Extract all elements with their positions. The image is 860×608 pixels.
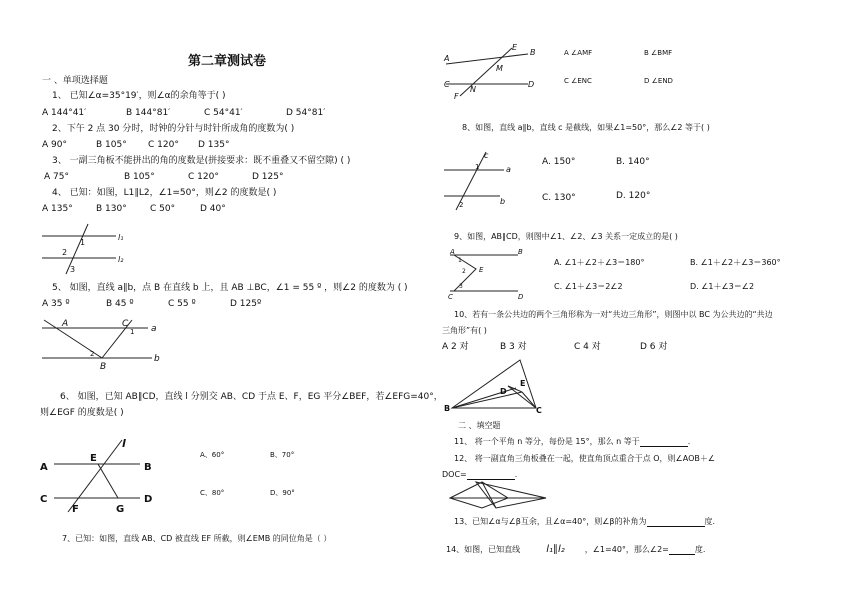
q11-end: . (687, 437, 691, 446)
question-13 (454, 516, 715, 527)
q6-label-G: G (116, 504, 125, 515)
q14-answer-blank[interactable] (669, 545, 695, 555)
q7-option-c: C ∠ENC (564, 77, 592, 85)
q11-answer-blank[interactable] (640, 437, 688, 447)
q4-parallel-lines-figure (40, 222, 140, 278)
q9-label-1: 1 (458, 257, 462, 264)
q5-label-a: a (151, 324, 157, 334)
q6-label-E: E (90, 453, 97, 464)
q9-label-D: D (518, 293, 524, 301)
q13-text: 13、已知∠α与∠β互余，且∠α=40°，则∠β的补角为 (454, 517, 647, 526)
q4-option-b: B 130° (96, 204, 127, 214)
q6-label-F: F (72, 504, 79, 515)
q8-label-1: 1 (475, 163, 480, 171)
q9-figure (446, 247, 526, 301)
q8-option-a: A. 150° (542, 157, 576, 167)
q6-label-B: B (144, 462, 152, 473)
q3-option-a: A 75° (44, 172, 69, 182)
q5-option-a: A 35 º (42, 299, 70, 309)
q3-option-b: B 105° (124, 172, 155, 182)
q3-option-c: C 120° (188, 172, 219, 182)
q2-option-c: C 120° (148, 140, 179, 150)
question-10-stem-line2: 三角形”有( ) (442, 326, 487, 335)
q4-option-c: C 50° (150, 204, 176, 214)
q9-option-d: D. ∠1＋∠3＝∠2 (690, 282, 755, 291)
question-14 (446, 544, 705, 555)
q10-label-B: B (444, 404, 451, 413)
q7-label-F: F (454, 92, 459, 101)
q7-option-d: D ∠END (644, 77, 673, 85)
q1-option-b: B 144°81′ (126, 108, 171, 118)
section-heading-fill: 二 、填空题 (458, 421, 501, 430)
q4-label-2: 2 (62, 248, 68, 257)
q5-option-d: D 125º (230, 299, 262, 309)
q12-end: . (514, 470, 518, 479)
q4-label-3: 3 (70, 265, 76, 274)
q4-option-a: A 135° (42, 204, 73, 214)
q9-label-B: B (518, 248, 523, 256)
question-10-stem-line1: 10、若有一条公共边的两个三角形称为一对“共边三角形”，则图中以 BC 为公共边的“共边 (454, 310, 773, 319)
question-11 (454, 436, 690, 447)
q5-label-2: 2 (90, 350, 95, 358)
q9-label-2: 2 (462, 268, 466, 275)
q8-label-c: c (484, 151, 489, 160)
q4-label-l2: l₂ (118, 255, 124, 264)
page-title: 第二章测试卷 (188, 54, 267, 69)
q9-label-3: 3 (459, 283, 463, 290)
q8-label-2: 2 (459, 201, 464, 209)
q1-option-a: A 144°41′ (42, 108, 87, 118)
q9-option-b: B. ∠1＋∠2＋∠3＝360° (690, 258, 781, 267)
q10-triangle-figure (444, 356, 544, 416)
question-6-stem-line2: 则∠EGF 的度数是( ) (40, 408, 124, 418)
q12-triangles-figure (446, 478, 556, 514)
q9-option-a: A. ∠1＋∠2＋∠3＝180° (554, 258, 645, 267)
q14-end: 度. (694, 545, 706, 554)
question-7-stem: 7、已知：如图，直线 AB、CD 被直线 EF 所截，则∠EMB 的同位角是（ ） (62, 534, 332, 543)
question-6-stem-line1: 6、 如图，已知 AB∥CD，直线 l 分别交 AB、CD 于点 E、F，EG 平分∠BEF，若∠EFG=40°， (60, 392, 443, 402)
q6-label-A: A (40, 462, 48, 473)
q10-label-D: D (500, 387, 507, 396)
q7-label-B: B (530, 48, 536, 57)
q10-option-b: B 3 对 (500, 342, 527, 352)
q10-option-d: D 6 对 (640, 342, 668, 352)
q5-label-1: 1 (130, 328, 135, 336)
q9-option-c: C. ∠1＋∠3＝2∠2 (554, 282, 623, 291)
q8-figure (440, 148, 520, 212)
q8-option-c: C. 130° (542, 193, 576, 203)
q8-option-b: B. 140° (616, 157, 650, 167)
q7-label-C: C (444, 80, 450, 89)
q9-label-C: C (448, 293, 453, 301)
q6-option-c: C、80° (200, 489, 225, 497)
q6-label-C: C (40, 494, 48, 505)
question-12-line1: 12、 将一副直角三角板叠在一起，使直角顶点重合于点 O，则∠AOB＋∠ (454, 454, 716, 463)
question-4-stem: 4、 已知：如图，L1∥L2，∠1=50°，则∠2 的度数是( ) (52, 188, 277, 198)
question-9-stem: 9、如图，AB∥CD，则图中∠1、∠2、∠3 关系一定成立的是( ) (454, 232, 678, 241)
question-8-stem: 8、如图，直线 a∥b，直线 c 是截线，如果∠1=50°，那么∠2 等于( ) (462, 123, 710, 132)
q13-answer-blank[interactable] (647, 517, 705, 527)
q2-option-a: A 90° (42, 140, 67, 150)
q6-option-d: D、90° (270, 489, 295, 497)
section-heading-choice: 一 、单项选择题 (42, 76, 108, 86)
q14-parallel-symbol: l₁∥l₂ (546, 544, 565, 555)
q5-figure (40, 314, 164, 372)
q8-label-b: b (500, 197, 506, 206)
q6-option-a: A、60° (200, 451, 225, 459)
question-2-stem: 2、下午 2 点 30 分时，时钟的分针与时针所成角的度数为( ) (52, 124, 295, 134)
q5-option-c: C 55 º (168, 299, 196, 309)
q13-end: 度. (704, 517, 716, 526)
q1-option-c: C 54°41′ (204, 108, 243, 118)
q8-option-d: D. 120° (616, 191, 651, 201)
q3-option-d: D 125° (252, 172, 284, 182)
question-5-stem: 5、 如图，直线 a∥b，点 B 在直线 b 上，且 AB ⊥BC，∠1 = 55 º ，则∠2 的度数为 ( ) (52, 283, 408, 293)
q14-text: 14、如图，已知直线 (446, 545, 521, 554)
question-3-stem: 3、 一副三角板不能拼出的角的度数是(拼接要求：既不重叠又不留空隙) ( ) (52, 156, 351, 166)
q14-text-mid: ，∠1=40°，那么∠2= (584, 545, 669, 554)
q5-label-b: b (154, 354, 160, 364)
q1-option-d: D 54°81′ (286, 108, 326, 118)
q4-label-1: 1 (80, 238, 86, 247)
q12-text: DOC= (442, 470, 467, 479)
q10-label-E: E (520, 379, 526, 388)
q6-label-l: l (122, 437, 126, 450)
q9-label-E: E (479, 266, 484, 274)
q11-text: 11、 将一个平角 n 等分，每份是 15°，那么 n 等于 (454, 437, 640, 446)
q7-option-b: B ∠BMF (644, 49, 673, 57)
q10-label-C: C (536, 406, 542, 415)
q6-label-D: D (144, 494, 153, 505)
q2-option-b: B 105° (96, 140, 127, 150)
q7-figure (440, 42, 550, 100)
q5-label-C: C (122, 319, 129, 329)
q7-label-M: M (496, 64, 503, 73)
q5-label-B: B (100, 362, 107, 372)
q6-figure (40, 436, 170, 516)
q7-label-D: D (528, 80, 535, 89)
q10-option-c: C 4 对 (574, 342, 601, 352)
q7-label-N: N (470, 85, 476, 94)
q2-option-d: D 135° (198, 140, 230, 150)
q7-label-E: E (512, 43, 518, 52)
q5-option-b: B 45 º (106, 299, 134, 309)
q9-label-A: A (450, 248, 455, 256)
q6-option-b: B、70° (270, 451, 295, 459)
q4-label-l1: l₁ (118, 233, 124, 242)
q7-label-A: A (444, 54, 450, 63)
question-1-stem: 1、 已知∠α=35°19′，则∠α的余角等于( ) (52, 91, 226, 101)
q5-label-A: A (62, 319, 69, 329)
q4-option-d: D 40° (200, 204, 226, 214)
q7-option-a: A ∠AMF (564, 49, 593, 57)
q8-label-a: a (506, 165, 511, 174)
q10-option-a: A 2 对 (442, 342, 469, 352)
